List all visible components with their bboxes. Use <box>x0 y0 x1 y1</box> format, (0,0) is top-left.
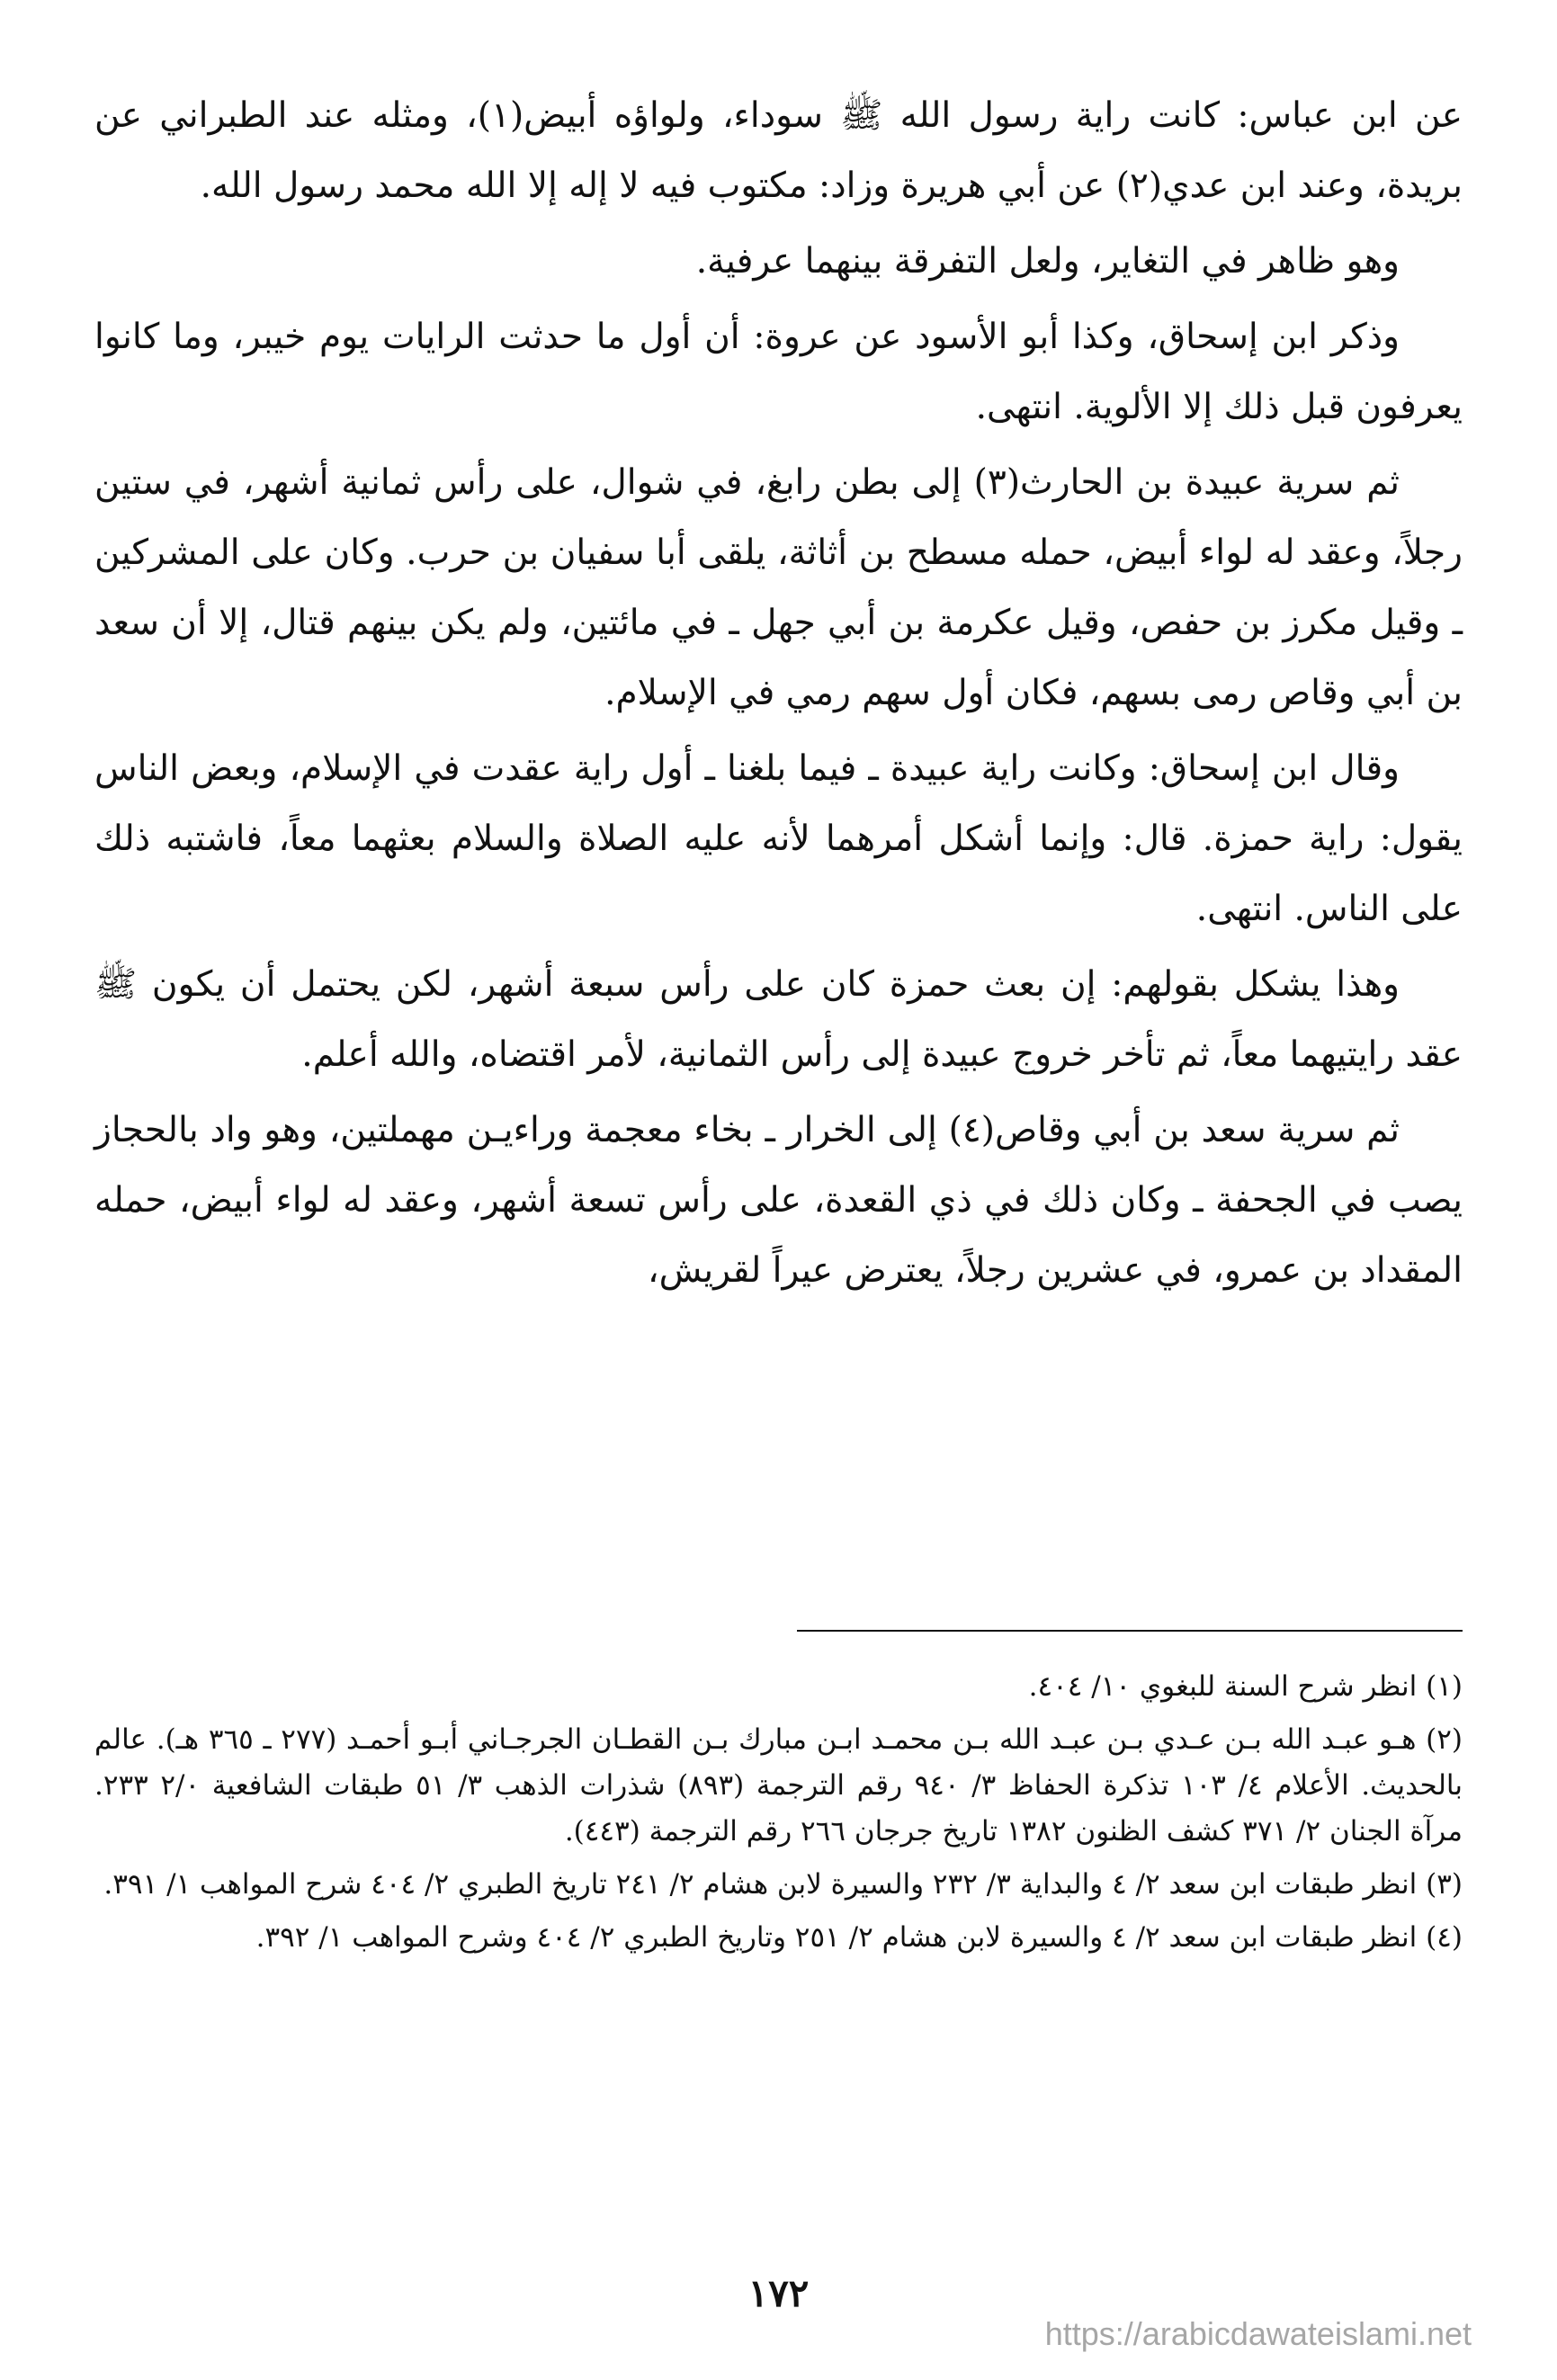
watermark-url: https://arabicdawateislami.net <box>1044 2315 1472 2352</box>
footnotes <box>94 1664 1463 1968</box>
paragraph-2: وهو ظاهر في التغاير، ولعل التفرقة بينهما عرفية. <box>695 241 1400 282</box>
footnote-3: (٣) انظر طبقات ابن سعد ٢/ ٤ والبداية ٣/ ٢٣٢ والسيرة لابن هشام ٢/ ٢٤١ تاريخ الطبري ٢/ ٤٠٤ شرح المواهب ١/ ٣٩١. <box>103 1868 1463 1901</box>
footnote-2: (٢) هـو عبـد الله بـن عـدي بـن عبـد الله بـن محمـد ابـن مبارك بـن القطـان الجرجـاني أبـو أحمـد (٢٧٧ ـ ٣٦٥ هـ). عالم بالحديث. الأعلام ٤/ ١٠٣ تذكرة الحفاظ ٣/ ٩٤٠ رقم الترجمة (٨٩٣) شذرات الذهب ٣/ ٥١ طبقات الشافعية ٢/٠ ٢٣٣. مرآة الجنان ٢/ ٣٧١ كشف الظنون ١٣٨٢ تاريخ جرجان ٢٦٦ رقم الترجمة (٤٤٣). <box>94 1723 1463 1848</box>
footnote-4: (٤) انظر طبقات ابن سعد ٢/ ٤ والسيرة لابن هشام ٢/ ٢٥١ وتاريخ الطبري ٢/ ٤٠٤ وشرح المواهب ١/ ٣٩٢. <box>255 1921 1463 1954</box>
paragraph-7: ثم سرية سعد بن أبي وقاص(٤) إلى الخرار ـ بخاء معجمة وراءيـن مهملتين، وهو واد بالحجاز يصب في الجحفة ـ وكان ذلك في ذي القعدة، على رأس تسعة أشهر، وعقد له لواء أبيض، حمله المقداد بن عمرو، في عشرين رجلاً، يعترض عيراً لقريش، <box>94 1110 1463 1291</box>
paragraph-5: وقال ابن إسحاق: وكانت راية عبيدة ـ فيما بلغنا ـ أول راية عقدت في الإسلام، وبعض الناس يقول: راية حمزة. قال: وإنما أشكل أمرهما لأنه عليه الصلاة والسلام بعثهما معاً، فاشتبه ذلك على الناس. انتهى. <box>94 748 1463 929</box>
paragraph-6: وهذا يشكل بقولهم: إن بعث حمزة كان على رأس سبعة أشهر، لكن يحتمل أن يكون ﷺ عقد رايتيهما معاً، ثم تأخر خروج عبيدة إلى رأس الثمانية، لأمر اقتضاه، والله أعلم. <box>94 964 1463 1075</box>
paragraph-3: وذكر ابن إسحاق، وكذا أبو الأسود عن عروة: أن أول ما حدثت الرايات يوم خيبر، وما كانوا يعرفون قبل ذلك إلا الألوية. انتهى. <box>94 317 1463 427</box>
footnote-divider <box>797 1630 1463 1632</box>
paragraph-1: عن ابن عباس: كانت راية رسول الله ﷺ سوداء، ولواؤه أبيض(١)، ومثله عند الطبراني عن بريدة، وعند ابن عدي(٢) عن أبي هريرة وزاد: مكتوب فيه لا إله إلا الله محمد رسول الله. <box>94 95 1463 206</box>
paragraph-4: ثم سرية عبيدة بن الحارث(٣) إلى بطن رابغ، في شوال، على رأس ثمانية أشهر، في ستين رجلاً، وعقد له لواء أبيض، حمله مسطح بن أثاثة، يلقى أبا سفيان بن حرب. وكان على المشركين ـ وقيل مكرز بن حفص، وقيل عكرمة بن أبي جهل ـ في مائتين، ولم يكن بينهم قتال، إلا أن سعد بن أبي وقاص رمى بسهم، فكان أول سهم رمي في الإسلام. <box>94 462 1463 713</box>
main-text <box>94 81 1463 1311</box>
footnote-1: (١) انظر شرح السنة للبغوي ١٠/ ٤٠٤. <box>1028 1670 1463 1703</box>
page-number: ١٧٢ <box>747 2271 810 2315</box>
